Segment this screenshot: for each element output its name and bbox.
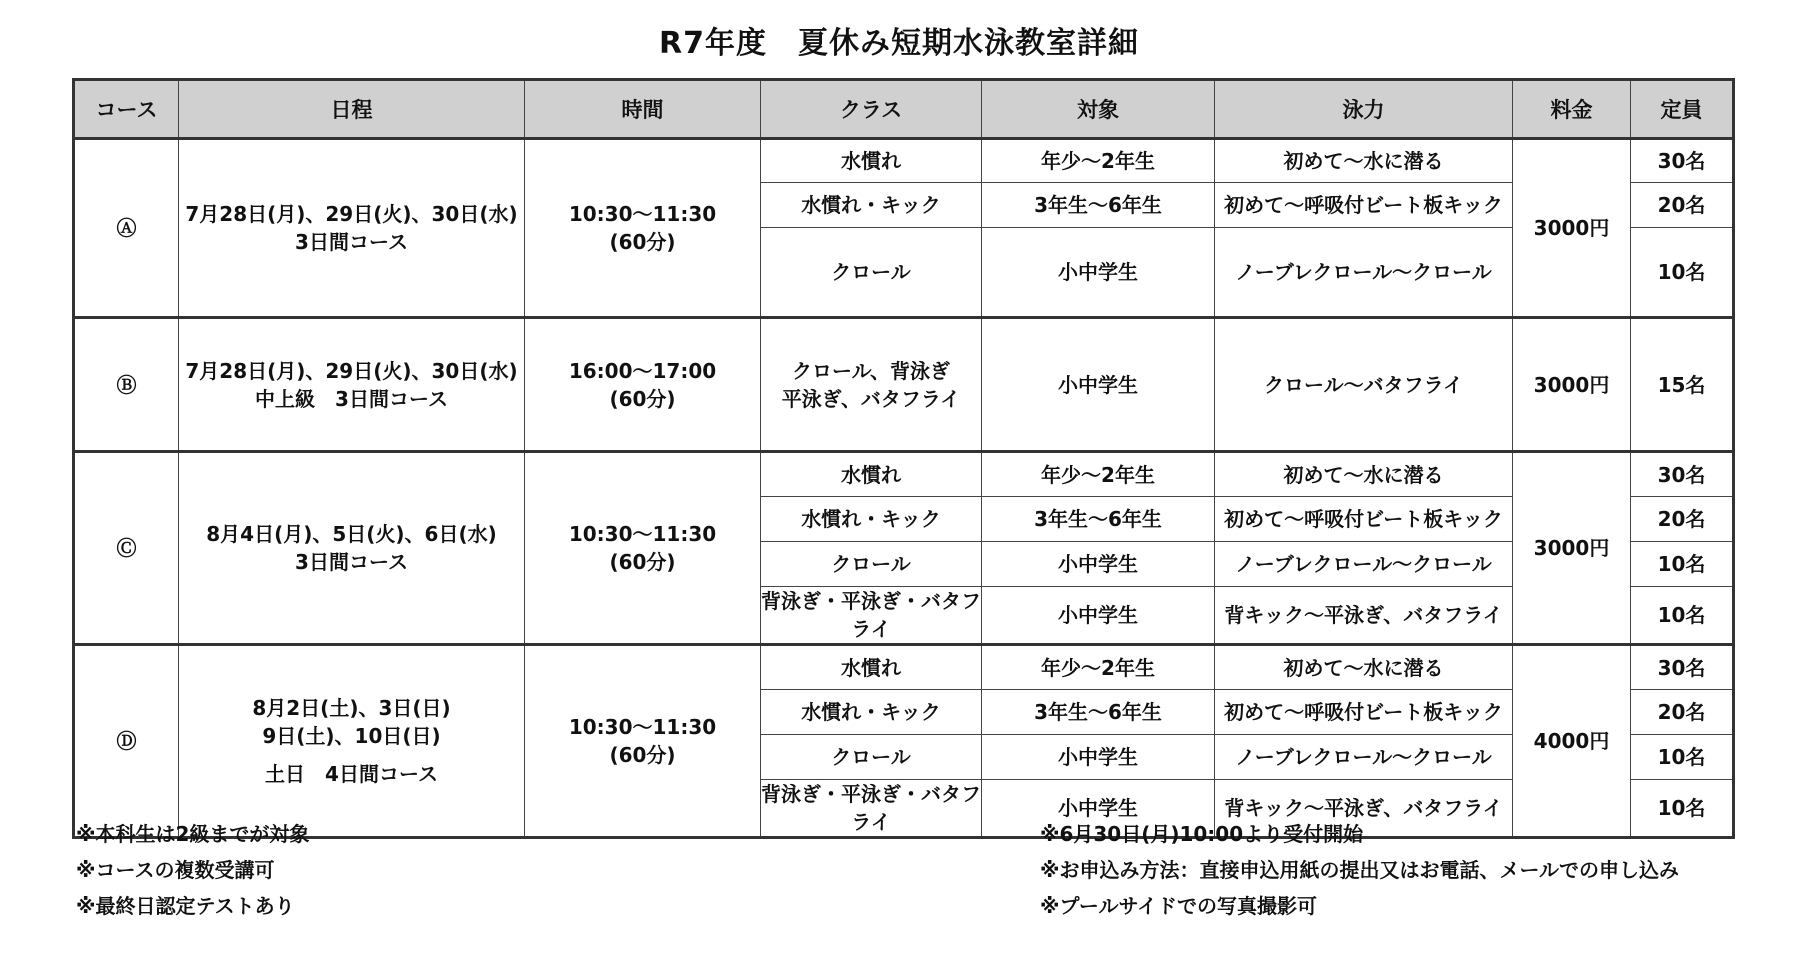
class-name-line: 平泳ぎ、バタフライ xyxy=(781,386,961,411)
schedule-line: 3日間コース xyxy=(295,550,408,574)
class-name: 背泳ぎ・平泳ぎ・バタフライ xyxy=(761,587,982,645)
header-time: 時間 xyxy=(525,80,761,139)
class-ability: 初めて〜呼吸付ビート板キック xyxy=(1215,497,1513,542)
class-ability: 初めて〜水に潜る xyxy=(1215,645,1513,690)
class-name: 水慣れ xyxy=(761,139,982,183)
class-target: 3年生〜6年生 xyxy=(982,497,1215,542)
note-item: ※プールサイドでの写真撮影可 xyxy=(1040,894,1318,918)
class-ability: ノーブレクロール〜クロール xyxy=(1215,735,1513,780)
course-b-time xyxy=(525,318,761,452)
class-name: クロール xyxy=(761,228,982,318)
header-class: クラス xyxy=(761,80,982,139)
time-range: 10:30〜11:30 xyxy=(568,202,717,226)
class-name: 水慣れ xyxy=(761,645,982,690)
header-fee: 料金 xyxy=(1513,80,1631,139)
class-name: クロール xyxy=(761,542,982,587)
class-target: 小中学生 xyxy=(982,587,1215,645)
course-d-fee: 4000円 xyxy=(1513,645,1631,838)
course-a-time xyxy=(525,139,761,318)
course-b-group xyxy=(74,318,1734,452)
course-c-fee: 3000円 xyxy=(1513,452,1631,645)
schedule-line: 9日(土)、10日(日) xyxy=(262,724,441,748)
class-name: 水慣れ xyxy=(761,452,982,497)
table-header xyxy=(74,80,1734,139)
table-row xyxy=(74,318,1734,452)
course-c-time xyxy=(525,452,761,645)
class-target: 年少〜2年生 xyxy=(982,452,1215,497)
schedule-line: 7月28日(月)、29日(火)、30日(水) xyxy=(185,358,518,383)
class-capacity: 10名 xyxy=(1631,228,1734,318)
class-capacity: 30名 xyxy=(1631,645,1734,690)
class-ability: 初めて〜呼吸付ビート板キック xyxy=(1215,690,1513,735)
notes-right xyxy=(1040,816,1679,924)
course-b-fee: 3000円 xyxy=(1513,318,1631,452)
header-target: 対象 xyxy=(982,80,1215,139)
class-capacity: 10名 xyxy=(1631,735,1734,780)
note-item: ※本科生は2級までが対象 xyxy=(76,822,310,846)
class-ability: 初めて〜呼吸付ビート板キック xyxy=(1215,183,1513,228)
class-name: 背泳ぎ・平泳ぎ・バタフライ xyxy=(761,780,982,838)
course-d-time xyxy=(525,645,761,838)
note-item: ※6月30日(月)10:00より受付開始 xyxy=(1040,822,1364,846)
table-row xyxy=(74,645,1734,690)
time-duration: (60分) xyxy=(609,386,676,411)
schedule-line: 8月2日(土)、3日(日) xyxy=(252,696,451,720)
class-ability: ノーブレクロール〜クロール xyxy=(1215,228,1513,318)
class-capacity: 20名 xyxy=(1631,497,1734,542)
class-target: 小中学生 xyxy=(982,542,1215,587)
class-target: 小中学生 xyxy=(982,780,1215,838)
course-b-schedule xyxy=(179,318,525,452)
schedule-line: 7月28日(月)、29日(火)、30日(水) xyxy=(185,202,518,226)
time-range: 10:30〜11:30 xyxy=(568,715,717,739)
class-ability: 背キック〜平泳ぎ、バタフライ xyxy=(1215,587,1513,645)
class-ability: クロール〜バタフライ xyxy=(1215,318,1513,452)
table-row xyxy=(74,452,1734,497)
class-target: 3年生〜6年生 xyxy=(982,183,1215,228)
class-target: 小中学生 xyxy=(982,735,1215,780)
class-target: 小中学生 xyxy=(982,228,1215,318)
course-d-group xyxy=(74,645,1734,838)
course-c-symbol: Ⓒ xyxy=(74,452,179,645)
course-a-schedule xyxy=(179,139,525,318)
header-course: コース xyxy=(74,80,179,139)
header-schedule: 日程 xyxy=(179,80,525,139)
class-ability: 初めて〜水に潜る xyxy=(1215,452,1513,497)
class-capacity: 10名 xyxy=(1631,542,1734,587)
time-range: 16:00〜17:00 xyxy=(568,358,717,383)
class-target: 3年生〜6年生 xyxy=(982,690,1215,735)
course-c-schedule xyxy=(179,452,525,645)
notes-left xyxy=(76,816,309,924)
course-a-symbol: Ⓐ xyxy=(74,139,179,318)
schedule-line: 8月4日(月)、5日(火)、6日(水) xyxy=(206,522,497,546)
time-duration: (60分) xyxy=(609,743,676,767)
class-capacity: 10名 xyxy=(1631,587,1734,645)
class-capacity: 20名 xyxy=(1631,183,1734,228)
time-duration: (60分) xyxy=(609,230,676,254)
class-ability: 初めて〜水に潜る xyxy=(1215,139,1513,183)
schedule-line: 中上級 3日間コース xyxy=(255,386,448,411)
class-capacity: 15名 xyxy=(1631,318,1734,452)
page-title: R7年度 夏休み短期水泳教室詳細 xyxy=(659,26,1139,61)
header-ability: 泳力 xyxy=(1215,80,1513,139)
schedule-line: 土日 4日間コース xyxy=(265,762,438,786)
class-name: クロール xyxy=(761,735,982,780)
class-ability: ノーブレクロール〜クロール xyxy=(1215,542,1513,587)
time-range: 10:30〜11:30 xyxy=(568,522,717,546)
schedule-line: 3日間コース xyxy=(295,230,408,254)
note-item: ※お申込み方法：直接申込用紙の提出又はお電話、メールでの申し込み xyxy=(1040,858,1680,882)
course-a-fee: 3000円 xyxy=(1513,139,1631,318)
class-name: 水慣れ・キック xyxy=(761,497,982,542)
table-row xyxy=(74,139,1734,183)
class-name xyxy=(761,318,982,452)
course-c-group xyxy=(74,452,1734,645)
course-a-group xyxy=(74,139,1734,318)
class-name: 水慣れ・キック xyxy=(761,690,982,735)
schedule-table xyxy=(72,78,1735,839)
course-d-symbol: Ⓓ xyxy=(74,645,179,838)
class-target: 小中学生 xyxy=(982,318,1215,452)
course-b-symbol: Ⓑ xyxy=(74,318,179,452)
class-name: 水慣れ・キック xyxy=(761,183,982,228)
class-capacity: 10名 xyxy=(1631,780,1734,838)
course-d-schedule xyxy=(179,645,525,838)
note-item: ※コースの複数受講可 xyxy=(76,858,275,882)
class-target: 年少〜2年生 xyxy=(982,645,1215,690)
class-target: 年少〜2年生 xyxy=(982,139,1215,183)
class-capacity: 30名 xyxy=(1631,452,1734,497)
class-ability: 背キック〜平泳ぎ、バタフライ xyxy=(1215,780,1513,838)
class-capacity: 30名 xyxy=(1631,139,1734,183)
header-capacity: 定員 xyxy=(1631,80,1734,139)
class-capacity: 20名 xyxy=(1631,690,1734,735)
note-item: ※最終日認定テストあり xyxy=(76,894,295,918)
class-name-line: クロール、背泳ぎ xyxy=(792,358,950,383)
time-duration: (60分) xyxy=(609,550,676,574)
